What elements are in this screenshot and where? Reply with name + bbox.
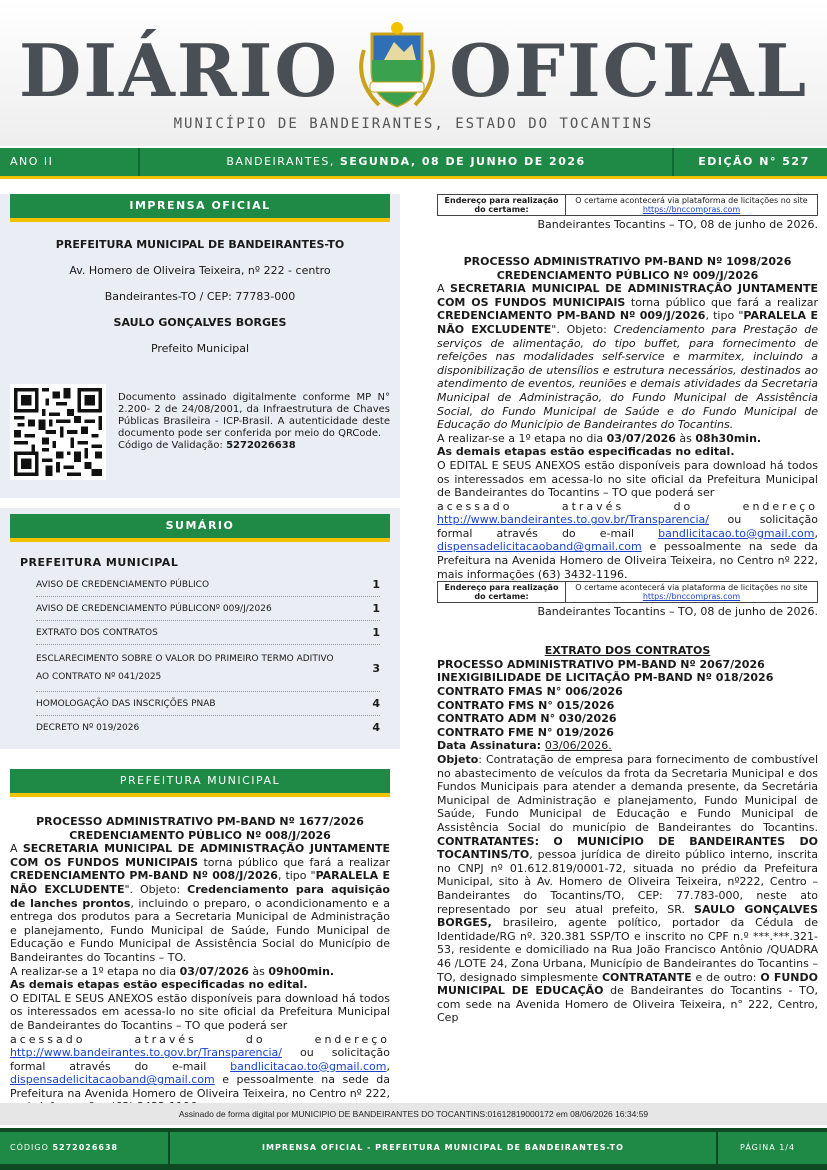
date-line: Bandeirantes Tocantins – TO, 08 de junho de 2026.	[537, 605, 818, 619]
prefeitura-header: PREFEITURA MUNICIPAL	[10, 769, 390, 793]
right-column	[437, 194, 818, 1025]
extrato-line: CONTRATO FME N° 019/2026	[437, 725, 614, 739]
date-bold: SEGUNDA, 08 DE JUNHO DE 2026	[339, 155, 586, 168]
summary-item[interactable]	[36, 692, 380, 716]
text: ,	[814, 526, 818, 540]
summary-section-title: PREFEITURA MUNICIPAL	[20, 556, 179, 569]
transparencia-link[interactable]: http://www.bandeirantes.to.gov.br/Transparencia/	[437, 513, 710, 527]
qr-text: Documento assinado digitalmente conforme MP N° 2.200- 2 de 24/08/2001, da Infraestrutura de Chaves Públicas Brasileira - ICP-Brasil. A autenticidade deste documento pode ser conferida por meio do QRCode.	[118, 392, 390, 439]
extrato-line: PROCESSO ADMINISTRATIVO PM-BAND Nº 2067/2026	[437, 657, 765, 671]
text: e pessoalmente na sede da Prefeitura na Avenida Homero de Oliveira Teixeira, no Centro nº 222,	[10, 1073, 390, 1100]
date-prefix: BANDEIRANTES,	[226, 155, 340, 168]
footer-bottom-bar	[0, 1164, 827, 1170]
text: Credenciamento para Prestação de serviços de alimentação, do tipo buffet, para fornecimento de refeições nas modalidades self-service e marmitex, incluindo a disponibilização de utensílios e estrutura necessários, destinados ao atendimento de eventos, reuniões e demais atividades da Secretaria Municipal de Administração, do Fundo Municipal de Assistência Social, do Fundo Municipal de Saúde e do Fundo Municipal de Educação do Município de Bandeirantes do Tocantins.	[437, 322, 818, 432]
text: 08h30min.	[695, 431, 762, 445]
text: , pessoa jurídica de direito público interno, inscrita no CNPJ nº 01.612.819/0001-72, situada no prédio da Prefeitura Municipal, sito à Av. Homero de Oliveira Teixeira, nº222, Centro – Bandeirantes do Tocantins/TO, CEP: 77.783-000, neste ato representado por seu atual prefeito, SR.	[437, 848, 818, 916]
notice-stages: As demais etapas estão especificadas no edital.	[10, 978, 308, 992]
summary-header-bar	[10, 538, 390, 542]
summary-item-title: DECRETO Nº 019/2026	[36, 722, 140, 733]
summary-item-page: 1	[372, 578, 380, 591]
notice-title-1: PROCESSO ADMINISTRATIVO PM-BAND Nº 1098/2026	[463, 255, 792, 268]
summary-item-title: ESCLARECIMENTO SOBRE O VALOR DO PRIMEIRO TERMO ADITIVO AO CONTRATO Nº 041/2025	[36, 654, 334, 682]
date-line: Bandeirantes Tocantins – TO, 08 de junho de 2026.	[537, 218, 818, 231]
notice-title-2: CREDENCIAMENTO PÚBLICO Nº 009/J/2026	[496, 268, 759, 282]
imprensa-info	[0, 222, 400, 374]
text: PARALELA E NÃO EXCLUDENTE	[10, 869, 390, 896]
text: às	[248, 964, 269, 978]
text: de Bandeirantes do Tocantins - TO, com sede na Avenida Homero de Oliveira Teixeira, n° 222, Centro, Cep	[437, 984, 818, 1025]
table-key: Endereço para realização do certame:	[438, 582, 566, 603]
masthead	[0, 0, 827, 146]
email-link[interactable]: bandlicitacao.to@gmail.com	[658, 526, 815, 540]
text: Objeto	[437, 753, 479, 766]
extrato-line: CONTRATO FMS N° 015/2026	[437, 698, 615, 712]
summary-header: SUMÁRIO	[10, 514, 390, 538]
text: ou solicitação formal através do e-mail	[437, 513, 818, 540]
validation-label: Código de Validação:	[118, 440, 227, 451]
extrato-title: EXTRATO DOS CONTRATOS	[544, 644, 711, 658]
edition-number: EDIÇÃO N° 527	[698, 155, 810, 168]
text: e de outro:	[691, 970, 761, 984]
imprensa-panel	[0, 194, 400, 498]
certame-address-table	[437, 581, 818, 603]
text: torna público que fará a realizar	[198, 855, 390, 869]
validation-code: 5272026638	[226, 440, 296, 451]
credenciamento-008-notice	[0, 815, 400, 1114]
left-column	[0, 194, 400, 1114]
text: e pessoalmente na sede da Prefeitura na Avenida Homero de Oliveira Teixeira, no Centro nº 222, mais informações (63) 3432-1196.	[437, 540, 818, 581]
bnccompras-link[interactable]: https://bnccompras.com	[642, 205, 741, 214]
org-address: Av. Homero de Oliveira Teixeira, nº 222 - centro	[69, 264, 331, 277]
mayor-name: SAULO GONÇALVES BORGES	[113, 316, 287, 329]
text: , incluindo o preparo, o acondicionamento e a entrega dos produtos para a Secretaria Municipal de Administração e planejamento, Fundo Municipal de Saúde, Fundo Municipal de Educação e Fundo Municipal de Assistência Social do Município de Bandeirantes do Tocantins – TO.	[10, 896, 390, 964]
notice-edital-links	[437, 513, 818, 581]
text: , tipo "	[705, 309, 744, 323]
qr-section	[10, 384, 390, 498]
credenciamento-009-notice	[437, 255, 818, 581]
summary-item-page: 3	[372, 661, 380, 675]
extrato-line: CONTRATO FMAS N° 006/2026	[437, 685, 623, 699]
text: CREDENCIAMENTO PM-BAND Nº 008/J/2026	[10, 869, 278, 883]
digital-signature-line: Assinado de forma digital por MUNICIPIO DE BANDEIRANTES DO TOCANTINS:01612819000172 em 08/06/2026 16:34:59	[0, 1103, 827, 1125]
text: O EDITAL E SEUS ANEXOS estão disponíveis para download há todos os interessados em acessa-lo no site oficial da Prefeitura Municipal de Bandeirantes do Tocantins – TO que poderá ser	[437, 458, 818, 500]
footer-title: IMPRENSA OFICIAL - PREFEITURA MUNICIPAL DE BANDEIRANTES-TO	[168, 1132, 718, 1164]
notice-title-2: CREDENCIAMENTO PÚBLICO Nº 008/J/2026	[69, 828, 331, 842]
year-label: ANO II	[10, 155, 54, 168]
signature-date	[437, 739, 818, 753]
summary-item[interactable]	[36, 716, 380, 739]
notice-edital	[437, 459, 818, 500]
text: ". Objeto:	[551, 322, 614, 336]
org-cep: Bandeirantes-TO / CEP: 77783-000	[104, 290, 296, 303]
text: 09h00min.	[268, 964, 335, 978]
table-value	[566, 582, 818, 603]
summary-item-title: EXTRATO DOS CONTRATOS	[36, 627, 158, 638]
qr-code-icon[interactable]	[10, 384, 106, 480]
imprensa-header: IMPRENSA OFICIAL	[10, 194, 390, 218]
email-link[interactable]: bandlicitacao.to@gmail.com	[230, 1059, 387, 1073]
text: torna público que fará a realizar	[625, 295, 818, 309]
notice-date-line	[437, 432, 818, 446]
bnccompras-link[interactable]: https://bnccompras.com	[642, 592, 741, 602]
notice-title-1: PROCESSO ADMINISTRATIVO PM-BAND Nº 1677/2026	[36, 815, 364, 828]
org-name: PREFEITURA MUNICIPAL DE BANDEIRANTES-TO	[55, 238, 345, 251]
text: às	[675, 431, 696, 445]
summary-item[interactable]	[36, 645, 380, 692]
transparencia-link[interactable]: http://www.bandeirantes.to.gov.br/Transparencia/	[10, 1046, 283, 1060]
edition-band	[0, 148, 827, 176]
extrato-line: INEXIGIBILIDADE DE LICITAÇÃO PM-BAND Nº 018/2026	[437, 671, 774, 685]
notice-edital	[10, 992, 390, 1033]
summary-item[interactable]	[36, 621, 380, 645]
text: CREDENCIAMENTO PM-BAND Nº 009/J/2026	[437, 309, 706, 323]
text: 03/06/2026.	[544, 739, 612, 753]
extrato-line: CONTRATO ADM N° 030/2026	[437, 712, 617, 726]
summary-item-page: 1	[372, 602, 380, 615]
text: A	[437, 282, 451, 296]
text: 03/07/2026	[606, 431, 676, 445]
text: CÓDIGO	[10, 1143, 53, 1152]
text: , tipo "	[277, 869, 316, 883]
prefeitura-header-bar	[10, 793, 390, 797]
extrato-contratos	[437, 644, 818, 1025]
text: 5272026638	[52, 1143, 119, 1152]
text: ,	[386, 1059, 390, 1073]
extrato-paragraph	[437, 753, 818, 1025]
certame-address-table	[437, 194, 818, 216]
text: CONTRATANTE	[601, 970, 692, 984]
qr-description	[118, 392, 390, 452]
text: ou solicitação formal através do e-mail	[10, 1046, 390, 1073]
text: Credenciamento para aquisição de lanches prontos	[10, 882, 390, 910]
text: A	[10, 842, 23, 856]
text: CONTRATANTES: O MUNICÍPIO DE BANDEIRANTES DO TOCANTINS/TO	[437, 834, 818, 862]
text: O certame acontecerá via plataforma de licitações no site	[575, 196, 808, 205]
mayor-role: Prefeito Municipal	[150, 342, 250, 355]
text: A realizar-se a 1º etapa no dia	[10, 964, 180, 978]
summary-item-page: 1	[372, 626, 380, 639]
table-value	[566, 195, 818, 216]
text: ". Objeto:	[124, 882, 188, 896]
notice-date-line	[10, 965, 390, 979]
text: A realizar-se a 1º etapa no dia	[437, 431, 607, 445]
summary-panel	[0, 508, 400, 749]
text: O FUNDO MUNICIPAL DE EDUCAÇÃO	[437, 970, 818, 998]
text: 03/07/2026	[179, 964, 249, 978]
notice-edital-spread: acessado através do endereço	[10, 1032, 390, 1046]
prefeitura-section	[0, 769, 400, 797]
email-link[interactable]: dispensadelicitacaoband@gmail.com	[437, 540, 642, 554]
summary-item-page: 4	[372, 697, 380, 710]
footer-code	[10, 1132, 118, 1164]
summary-item[interactable]	[36, 597, 380, 621]
title-left: DIÁRIO	[18, 28, 340, 113]
title-right: OFICIAL	[449, 28, 809, 113]
text: PARALELA E NÃO EXCLUDENTE	[437, 309, 818, 336]
notice-stages: As demais etapas estão especificadas no edital.	[437, 445, 735, 459]
text: brasileiro, agente político, portador da Cédula de Identidade/RG nº. 320.381 SSP/TO e inscrito no CPF n.º ***.***.321-53, residente e domiciliado na Rua João Francisco Antônio /QUADRA 46 /LOTE 24, Zona Urbana, Município de Bandeirantes do Tocantins – TO, designado simplesmente	[437, 916, 818, 984]
email-link[interactable]: dispensadelicitacaoband@gmail.com	[10, 1073, 215, 1087]
band-accent-line	[0, 176, 827, 179]
municipal-seal-icon	[354, 20, 440, 114]
notice-paragraph	[437, 282, 818, 432]
text: SECRETARIA MUNICIPAL DE ADMINISTRAÇÃO JUNTAMENTE COM OS FUNDOS MUNICIPAIS	[437, 282, 818, 309]
summary-item-title: AVISO DE CREDENCIAMENTO PÚBLICONº 009/J/2026	[36, 603, 272, 614]
text: O EDITAL E SEUS ANEXOS estão disponíveis para download há todos os interessados em acessa-lo no site oficial da Prefeitura Municipal de Bandeirantes do Tocantins – TO que poderá ser	[10, 991, 390, 1032]
text: : Contratação de empresa para fornecimento de combustível no abastecimento de veículos da frota da Secretaria Municipal e dos Fundos Municipais para atender a demanda presente, da Secretária Municipal de Administração e planejamento, Fundo Municipal de Saúde, Fundo Municipal de Educação e Fundo Municipal de Assistência Social do município de Bandeirantes do Tocantins.	[437, 753, 818, 834]
summary-item-page: 4	[372, 721, 380, 734]
notice-paragraph	[10, 842, 390, 964]
summary-item-title: HOMOLOGAÇÃO DAS INSCRIÇÕES PNAB	[36, 698, 216, 709]
edition-date	[138, 148, 674, 176]
text: SECRETARIA MUNICIPAL DE ADMINISTRAÇÃO JUNTAMENTE COM OS FUNDOS MUNICIPAIS	[10, 842, 390, 869]
text: Data Assinatura:	[437, 739, 545, 753]
page-number: PÁGINA 1/4	[740, 1143, 796, 1152]
masthead-subtitle: MUNICÍPIO DE BANDEIRANTES, ESTADO DO TOCANTINS	[173, 116, 654, 132]
summary-item[interactable]	[36, 573, 380, 597]
footer	[0, 1128, 827, 1164]
table-key: Endereço para realização do certame:	[438, 195, 566, 216]
summary-item-title: AVISO DE CREDENCIAMENTO PÚBLICO	[36, 579, 210, 590]
notice-edital-spread: acessado através do endereço	[437, 499, 818, 513]
text: SAULO GONÇALVES BORGES,	[437, 902, 818, 930]
text: O certame acontecerá via plataforma de licitações no site	[575, 583, 808, 593]
